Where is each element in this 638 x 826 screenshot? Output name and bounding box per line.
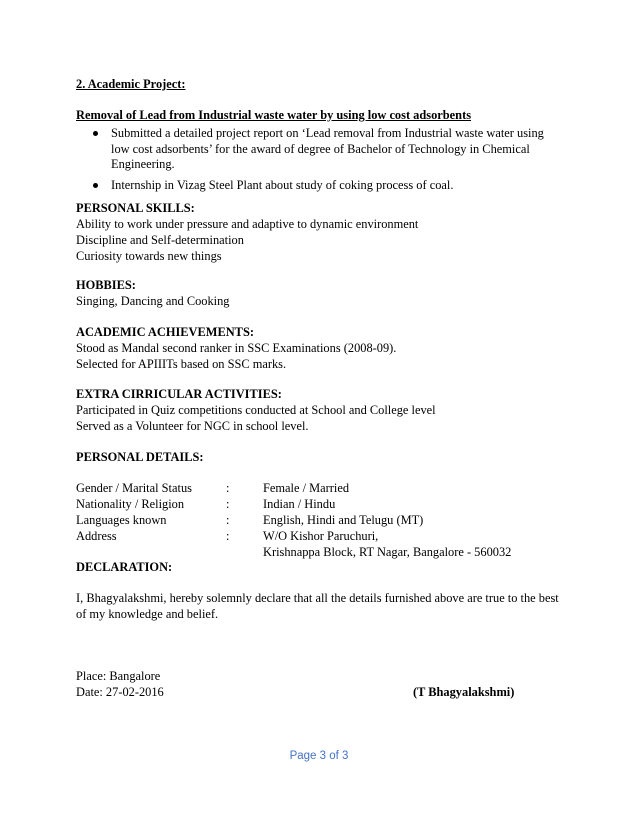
bullet-icon bbox=[93, 183, 98, 188]
extra-curricular-heading: EXTRA CIRRICULAR ACTIVITIES: bbox=[76, 387, 282, 401]
declaration-text: of my knowledge and belief. bbox=[76, 607, 219, 621]
skill-line: Ability to work under pressure and adaptive to dynamic environment bbox=[76, 217, 419, 231]
detail-label: Languages known bbox=[76, 513, 167, 527]
detail-value: W/O Kishor Paruchuri, bbox=[263, 529, 379, 543]
bullet-icon bbox=[93, 131, 98, 136]
detail-value: Female / Married bbox=[263, 481, 350, 495]
personal-details-heading: PERSONAL DETAILS: bbox=[76, 450, 204, 464]
academic-project-bullets bbox=[76, 126, 556, 198]
declaration-heading: DECLARATION: bbox=[76, 560, 173, 574]
list-item bbox=[76, 178, 556, 194]
hobbies-line: Singing, Dancing and Cooking bbox=[76, 294, 230, 308]
academic-project-title: Removal of Lead from Industrial waste water by using low cost adsorbents bbox=[76, 108, 472, 122]
academic-achievements-heading: ACADEMIC ACHIEVEMENTS: bbox=[76, 325, 254, 339]
bullet-text: Submitted a detailed project report on ‘Lead removal from Industrial waste water using low cost adsorbents’ for the award of degree of Bachelor of Technology in Chemical Engineering. bbox=[111, 126, 544, 171]
skill-line: Curiosity towards new things bbox=[76, 249, 222, 263]
activity-line: Participated in Quiz competitions conducted at School and College level bbox=[76, 403, 436, 417]
address-line-2: Krishnappa Block, RT Nagar, Bangalore - 560032 bbox=[263, 545, 512, 559]
detail-separator: : bbox=[226, 513, 230, 527]
activity-line: Served as a Volunteer for NGC in school level. bbox=[76, 419, 309, 433]
declaration-text: I, Bhagyalakshmi, hereby solemnly declare that all the details furnished above are true to the best bbox=[76, 591, 559, 605]
detail-label: Gender / Marital Status bbox=[76, 481, 192, 495]
place-line: Place: Bangalore bbox=[76, 669, 161, 683]
skill-line: Discipline and Self-determination bbox=[76, 233, 244, 247]
detail-value: English, Hindi and Telugu (MT) bbox=[263, 513, 424, 527]
detail-value: Indian / Hindu bbox=[263, 497, 336, 511]
hobbies-heading: HOBBIES: bbox=[76, 278, 136, 292]
signature-name: (T Bhagyalakshmi) bbox=[413, 685, 515, 699]
detail-separator: : bbox=[226, 481, 230, 495]
academic-project-heading: 2. Academic Project: bbox=[76, 77, 186, 91]
detail-label: Nationality / Religion bbox=[76, 497, 185, 511]
detail-separator: : bbox=[226, 529, 230, 543]
achievement-line: Selected for APIIITs based on SSC marks. bbox=[76, 357, 287, 371]
detail-separator: : bbox=[226, 497, 230, 511]
date-line: Date: 27-02-2016 bbox=[76, 685, 164, 699]
achievement-line: Stood as Mandal second ranker in SSC Examinations (2008-09). bbox=[76, 341, 397, 355]
bullet-text: Internship in Vizag Steel Plant about study of coking process of coal. bbox=[111, 177, 454, 192]
page-number: Page 3 of 3 bbox=[289, 750, 349, 762]
detail-label: Address bbox=[76, 529, 117, 543]
personal-skills-heading: PERSONAL SKILLS: bbox=[76, 201, 195, 215]
list-item bbox=[76, 126, 556, 173]
